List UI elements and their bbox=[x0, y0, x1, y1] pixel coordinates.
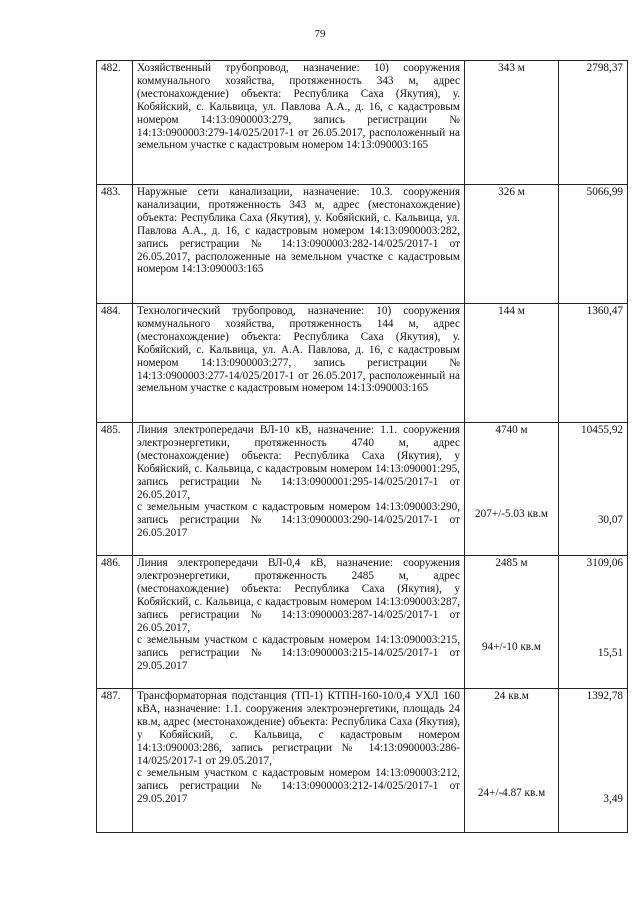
property-table bbox=[96, 60, 628, 833]
land-plot-value: 30,07 bbox=[597, 513, 623, 526]
object-quantity-cell bbox=[465, 556, 559, 689]
object-description: Хозяйственный трубопровод, назначение: 10) сооружения коммунального хозяйства, протяженность 343 м, адрес (местонахождение) объекта: Республика Саха (Якутия), у. Кобяйский, с. Кальвица, ул. Павлова А.А., д. 16, с кадастровым номером 14:13:0900003:279, запись регистрации № 14:13:0900003:279-14/025/2017-1 от 26.05.2017, расположенный на земельном участке с кадастровым номером 14:13:090003:165 bbox=[133, 61, 465, 185]
table-row bbox=[97, 423, 628, 556]
object-quantity: 24 кв.м bbox=[494, 690, 529, 702]
object-value-cell bbox=[559, 556, 628, 689]
table-row bbox=[97, 689, 628, 833]
object-description: Технологический трубопровод, назначение: 10) сооружения коммунального хозяйства, протяженность 144 м, адрес (местонахождение) объекта: Республика Саха (Якутия), у. Кобяйский, с. Кальвица, ул. А.А. Павлова, д. 16, с кадастровым номером 14:13:0900003:277, запись регистрации № 14:13:0900003:277-14/025/2017-1 от 26.05.2017, расположенный на земельном участке с кадастровым номером 14:13:090003:165 bbox=[133, 304, 465, 423]
land-plot-description: с земельным участком с кадастровым номером 14:13:090003:290, запись регистрации № 14:13:0900003:290-14/025/2017-1 от 26.05.2017 bbox=[137, 501, 460, 540]
object-quantity: 4740 м bbox=[495, 424, 528, 436]
row-number: 483. bbox=[97, 185, 133, 304]
object-quantity: 2485 м bbox=[495, 557, 528, 569]
object-value: 1392,78 bbox=[586, 690, 623, 702]
object-value: 5066,99 bbox=[559, 185, 628, 304]
object-value-cell bbox=[559, 423, 628, 556]
row-number: 484. bbox=[97, 304, 133, 423]
object-value: 2798,37 bbox=[559, 61, 628, 185]
row-number: 486. bbox=[97, 556, 133, 689]
land-plot-area: 94+/-10 кв.м bbox=[482, 640, 541, 653]
table-row bbox=[97, 61, 628, 185]
object-quantity: 343 м bbox=[465, 61, 559, 185]
object-value: 10455,92 bbox=[581, 424, 623, 436]
land-plot-area: 207+/-5.03 кв.м bbox=[475, 507, 548, 520]
object-description-cell bbox=[133, 689, 465, 833]
object-description-cell bbox=[133, 423, 465, 556]
object-description: Трансформаторная подстанция (ТП-1) КТПН-160-10/0,4 УХЛ 160 кВА, назначение: 1.1. сооружения электроэнергетики, площадь 24 кв.м, адрес (местонахождение) объекта: Республика Саха (Якутия), у Кобяйский, с. Кальвица, с кадастровым номером 14:13:090003:286, запись регистрации № 14:13:0900003:286-14/025/2017-1 от 29.05.2017, bbox=[137, 690, 460, 767]
row-number: 485. bbox=[97, 423, 133, 556]
row-number: 487. bbox=[97, 689, 133, 833]
object-value: 1360,47 bbox=[559, 304, 628, 423]
object-quantity-cell bbox=[465, 423, 559, 556]
land-plot-area: 24+/-4.87 кв.м bbox=[477, 786, 546, 799]
land-plot-value: 3,49 bbox=[603, 792, 623, 805]
object-value: 3109,06 bbox=[586, 557, 623, 569]
land-plot-description: с земельным участком с кадастровым номером 14:13:090003:215, запись регистрации № 14:13:0900003:215-14/025/2017-1 от 29.05.2017 bbox=[137, 634, 460, 673]
object-description: Линия электропередачи ВЛ-10 кВ, назначение: 1.1. сооружения электроэнергетики, протяженность 4740 м, адрес (местонахождение) объекта: Республика Саха (Якутия), у Кобяйский, с. Кальвица, с кадастровым номером 14:13:090001:295, запись регистрации № 14:13:0900001:295-14/025/2017-1 от 26.05.2017, bbox=[137, 424, 460, 501]
table-row bbox=[97, 304, 628, 423]
object-quantity: 144 м bbox=[465, 304, 559, 423]
land-plot-value: 15,51 bbox=[597, 646, 623, 659]
object-quantity-cell bbox=[465, 689, 559, 833]
object-description: Наружные сети канализации, назначение: 10.3. сооружения канализации, протяженность 343 м, адрес (местонахождение) объекта: Республика Саха (Якутия), у. Кобяйский, с. Кальвица, ул. Павлова А.А., д. 16, с кадастровым номером 14:13:0900003:282, запись регистрации № 14:13:0900003:282-14/025/2017-1 от 26.05.2017, расположенные на земельном участке с кадастровым номером 14:13:090003:165 bbox=[133, 185, 465, 304]
table-row bbox=[97, 185, 628, 304]
table-row bbox=[97, 556, 628, 689]
land-plot-description: с земельным участком с кадастровым номером 14:13:090003:212, запись регистрации № 14:13:0900003:212-14/025/2017-1 от 29.05.2017 bbox=[137, 767, 460, 806]
object-quantity: 326 м bbox=[465, 185, 559, 304]
object-description: Линия электропередачи ВЛ-0,4 кВ, назначение: сооружения электроэнергетики, протяженность 2485 м, адрес (местонахождение) объекта: Республика Саха (Якутия), у Кобяйский, с. Кальвица, с кадастровым номером 14:13:090003:287, запись регистрации № 14:13:0900003:287-14/025/2017-1 от 26.05.2017, bbox=[137, 557, 460, 634]
row-number: 482. bbox=[97, 61, 133, 185]
object-value-cell bbox=[559, 689, 628, 833]
page-number: 79 bbox=[314, 28, 326, 40]
object-description-cell bbox=[133, 556, 465, 689]
